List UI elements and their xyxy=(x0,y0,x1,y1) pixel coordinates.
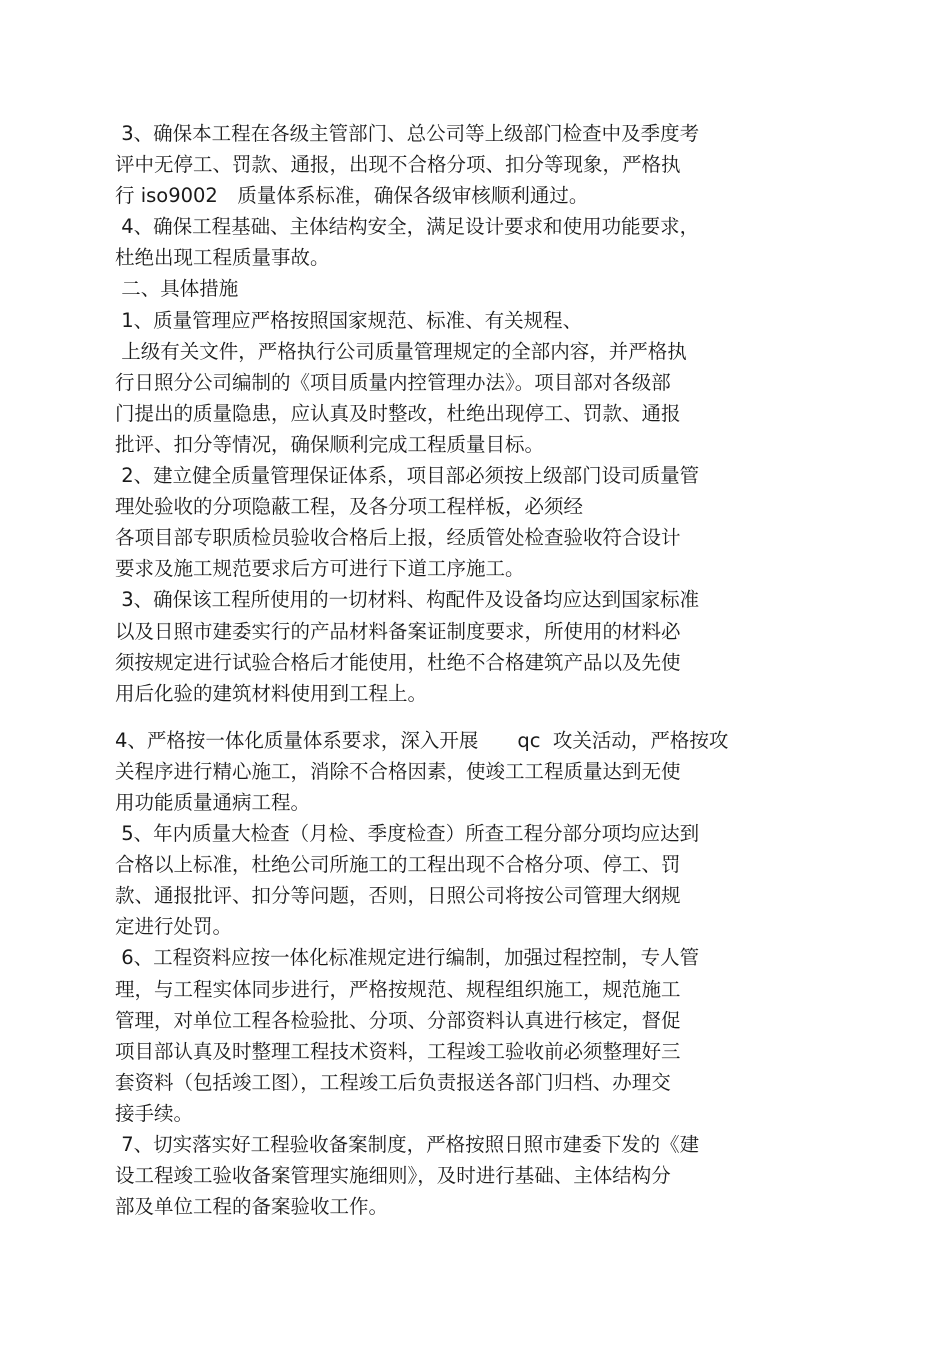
text-line: 用后化验的建筑材料使用到工程上。 xyxy=(115,681,428,705)
text-line: 1、质量管理应严格按照国家规范、标准、有关规程、 xyxy=(115,308,583,332)
text-line: 杜绝出现工程质量事故。 xyxy=(115,246,330,270)
text-line: 4、严格按一体化质量体系要求，深入开展 qc 攻关活动，严格按攻 xyxy=(115,728,729,752)
text-line: 7、切实落实好工程验收备案制度，严格按照日照市建委下发的《建 xyxy=(115,1133,700,1156)
text-line: 设工程竣工验收备案管理实施细则》，及时进行基础、主体结构分 xyxy=(115,1164,671,1188)
section-heading: 二、具体措施 xyxy=(115,277,239,301)
text-line: 项目部认真及时整理工程技术资料，工程竣工验收前必须整理好三 xyxy=(115,1039,681,1063)
text-line: 套资料（包括竣工图），工程竣工后负责报送各部门归档、办理交 xyxy=(115,1070,671,1094)
text-line: 3、确保本工程在各级主管部门、总公司等上级部门检查中及季度考 xyxy=(115,122,700,145)
document-body xyxy=(115,118,815,1222)
text-line: 款、通报批评、扣分等问题，否则，日照公司将按公司管理大纲规 xyxy=(115,884,681,908)
text-line: 合格以上标准，杜绝公司所施工的工程出现不合格分项、停工、罚 xyxy=(115,853,681,877)
text-line: 管理，对单位工程各检验批、分项、分部资料认真进行核定，督促 xyxy=(115,1008,681,1032)
text-line: 以及日照市建委实行的产品材料备案证制度要求，所使用的材料必 xyxy=(115,619,681,643)
text-line: 关程序进行精心施工，消除不合格因素，使竣工工程质量达到无使 xyxy=(115,759,681,783)
text-line: 4、确保工程基础、主体结构安全，满足设计要求和使用功能要求， xyxy=(115,215,700,239)
text-line: 批评、扣分等情况，确保顺利完成工程质量目标。 xyxy=(115,432,545,456)
text-line: 2、建立健全质量管理保证体系，项目部必须按上级部门设司质量管 xyxy=(115,464,700,488)
text-line: 定进行处罚。 xyxy=(115,915,233,939)
text-line: 理，与工程实体同步进行，严格按规范、规程组织施工，规范施工 xyxy=(115,977,681,1001)
paragraph-gap xyxy=(115,709,815,725)
text-line: 部及单位工程的备案验收工作。 xyxy=(115,1195,389,1219)
text-line: 接手续。 xyxy=(115,1101,194,1125)
text-line: 5、年内质量大检查（月检、季度检查）所查工程分部分项均应达到 xyxy=(115,822,700,846)
text-line: 评中无停工、罚款、通报，出现不合格分项、扣分等现象，严格执 xyxy=(115,153,681,177)
text-line: 须按规定进行试验合格后才能使用，杜绝不合格建筑产品以及先使 xyxy=(115,650,681,674)
text-line: 上级有关文件，严格执行公司质量管理规定的全部内容，并严格执 xyxy=(115,339,687,363)
text-line: 行日照分公司编制的《项目质量内控管理办法》。项目部对各级部 xyxy=(115,370,671,394)
text-line: 用功能质量通病工程。 xyxy=(115,790,311,814)
text-line: 门提出的质量隐患，应认真及时整改，杜绝出现停工、罚款、通报 xyxy=(115,401,681,425)
text-line: 行 iso9002 质量体系标准，确保各级审核顺利通过。 xyxy=(115,184,589,208)
text-line: 理处验收的分项隐蔽工程，及各分项工程样板，必须经 xyxy=(115,495,584,519)
text-line: 要求及施工规范要求后方可进行下道工序施工。 xyxy=(115,557,525,581)
text-line: 3、确保该工程所使用的一切材料、构配件及设备均应达到国家标准 xyxy=(115,588,700,612)
text-line: 各项目部专职质检员验收合格后上报，经质管处检查验收符合设计 xyxy=(115,526,681,550)
text-line: 6、工程资料应按一体化标准规定进行编制，加强过程控制，专人管 xyxy=(115,946,700,970)
